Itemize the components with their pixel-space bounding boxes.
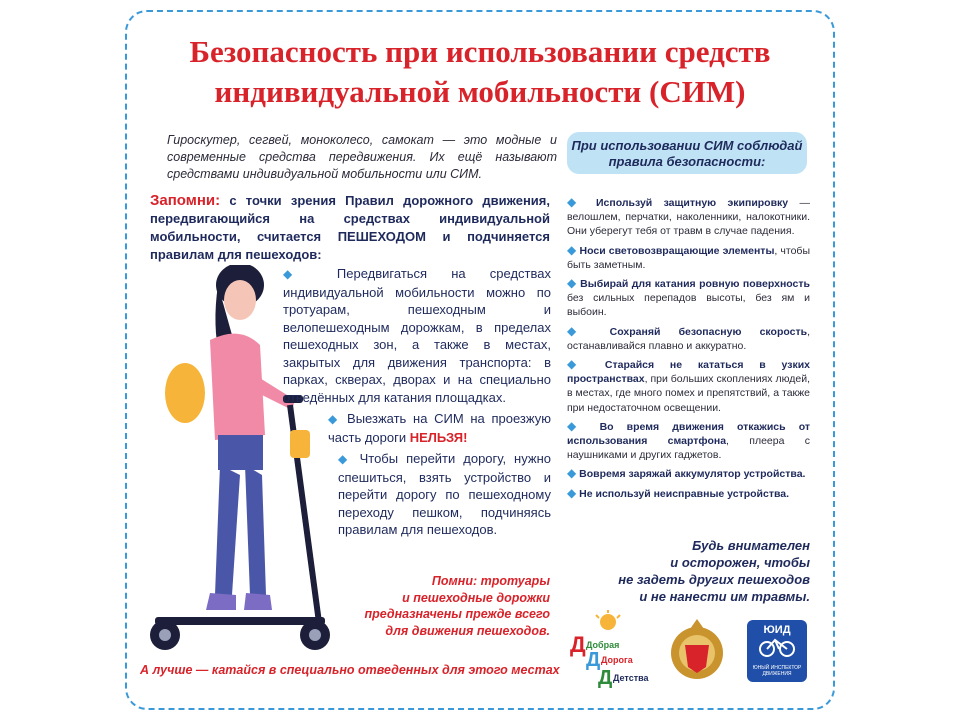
rule-bold: Старайся не кататься в узких пространствах [567, 359, 811, 386]
diamond-bullet-icon: ◆ [567, 418, 587, 433]
rule-item [567, 419, 810, 463]
diamond-bullet-icon: ◆ [567, 323, 592, 338]
rule-text: , чтобы быть заметным. [567, 244, 810, 271]
diamond-bullet-icon: ◆ [567, 276, 577, 291]
dobraya-doroga-detstva-logo [568, 610, 653, 690]
page-title [125, 32, 835, 112]
rule-item [567, 357, 810, 415]
point-2 [328, 410, 551, 446]
point-3-text: Чтобы перейти дорогу, нужно спешиться, взять устройство и перейти дорогу по пешеходному переходу пешком, подчиняясь правилам для пешеходов. [338, 451, 551, 537]
remember-block [150, 192, 550, 264]
traffic-police-emblem [668, 615, 726, 687]
logo-word-2: Дорога [601, 655, 633, 665]
point-2-text: Выезжать на СИМ на проезжую часть дороги [328, 411, 551, 445]
rule-item [567, 276, 810, 320]
bicycle-icon [757, 636, 797, 658]
rule-text: — велошлем, перчатки, наколенники, налокотники. Они уберегут тебя от травм в случае падения. [567, 197, 810, 238]
diamond-bullet-icon: ◆ [338, 452, 352, 466]
diamond-bullet-icon: ◆ [328, 412, 341, 426]
yuid-title: ЮИД [763, 624, 791, 636]
rule-bold: Вовремя заряжай аккумулятор устройства. [579, 468, 806, 481]
note-line: предназначены прежде всего [364, 607, 550, 621]
rule-bold: Используй защитную экипировку [596, 197, 789, 209]
safety-rules-list [567, 195, 810, 505]
svg-text:Д: Д [598, 667, 613, 689]
diamond-bullet-icon: ◆ [567, 242, 577, 257]
rule-text: без сильных перепадов высоты, без ям и выбоин. [567, 292, 810, 319]
rule-bold: Не используй неисправные устройства. [579, 487, 790, 500]
title-line-2: индивидуальной мобильности (СИМ) [214, 74, 746, 109]
remember-text: с точки зрения Правил дорожного движения, передвигающийся на средствах индивидуальной мобильности, считается ПЕШЕХОДОМ и подчиняется правилам для пешеходов: [150, 193, 550, 262]
diamond-bullet-icon: ◆ [283, 267, 313, 281]
rule-text: , останавливайся плавно и аккуратно. [567, 325, 811, 352]
rule-text: , при больших скоплениях людей, в местах, где много помех и препятствий, а также при недостаточном освещении. [567, 373, 810, 414]
rules-header: При использовании СИМ соблюдай правила безопасности: [567, 132, 807, 174]
intro-text: Гироскутер, сегвей, моноколесо, самокат — это модные и современные средства передвижения. Их ещё называют средствами индивидуальной мобильности или СИМ. [167, 133, 557, 181]
title-line-1: Безопасность при использовании средств [189, 34, 771, 69]
yuid-subtitle: ЮНЫЙ ИНСПЕКТОР ДВИЖЕНИЯ [752, 665, 802, 677]
careful-line: не задеть других пешеходов [618, 572, 810, 587]
logo-word-1: Добрая [586, 640, 620, 650]
rule-text: , плеера с наушниками и других гаджетов. [567, 435, 810, 462]
note-line: и пешеходные дорожки [402, 590, 550, 605]
point-3 [338, 450, 551, 539]
point-1-text: Передвигаться на средствах индивидуальной мобильности можно по тротуарам, пешеходным и велопешеходным дорожкам, в пределах пешеходных зон, а также в местах, закрытых для движения транспорта: в парках, скверах, дворах и на специально отведённых для катания площадках. [283, 266, 551, 405]
note-line: для движения пешеходов. [385, 623, 550, 638]
logo-word-3: Детства [613, 673, 649, 683]
careful-message [600, 537, 810, 605]
svg-text:Д: Д [586, 649, 601, 671]
remember-label: Запомни: [150, 192, 221, 209]
diamond-bullet-icon: ◆ [567, 466, 577, 481]
careful-line: и не нанести им травмы. [639, 589, 810, 604]
forbidden-word: НЕЛЬЗЯ! [409, 429, 468, 445]
rule-bold: Носи световозвращающие элементы [579, 244, 775, 257]
rule-bold: Во время движения откажись от использования смартфона [567, 420, 811, 448]
careful-line: и осторожен, чтобы [670, 555, 810, 570]
rule-bold: Сохраняй безопасную скорость [609, 325, 808, 338]
sidewalk-note [340, 573, 550, 639]
bottom-advice: А лучше — катайся в специально отведенных для этого местах [140, 663, 560, 677]
rule-item [567, 466, 810, 481]
diamond-bullet-icon: ◆ [567, 485, 577, 500]
rule-item [567, 486, 810, 501]
rule-item [567, 195, 810, 239]
diamond-bullet-icon: ◆ [567, 195, 585, 209]
yuid-logo [747, 620, 807, 682]
rule-item [567, 324, 810, 353]
careful-line: Будь внимателен [692, 538, 810, 553]
rule-item [567, 243, 810, 272]
svg-text:Д: Д [570, 632, 586, 657]
diamond-bullet-icon: ◆ [567, 357, 590, 372]
note-line: Помни: тротуары [431, 574, 550, 588]
point-1 [283, 265, 551, 406]
rule-bold: Выбирай для катания ровную поверхность [580, 278, 810, 291]
pedestrian-rules [283, 265, 551, 543]
